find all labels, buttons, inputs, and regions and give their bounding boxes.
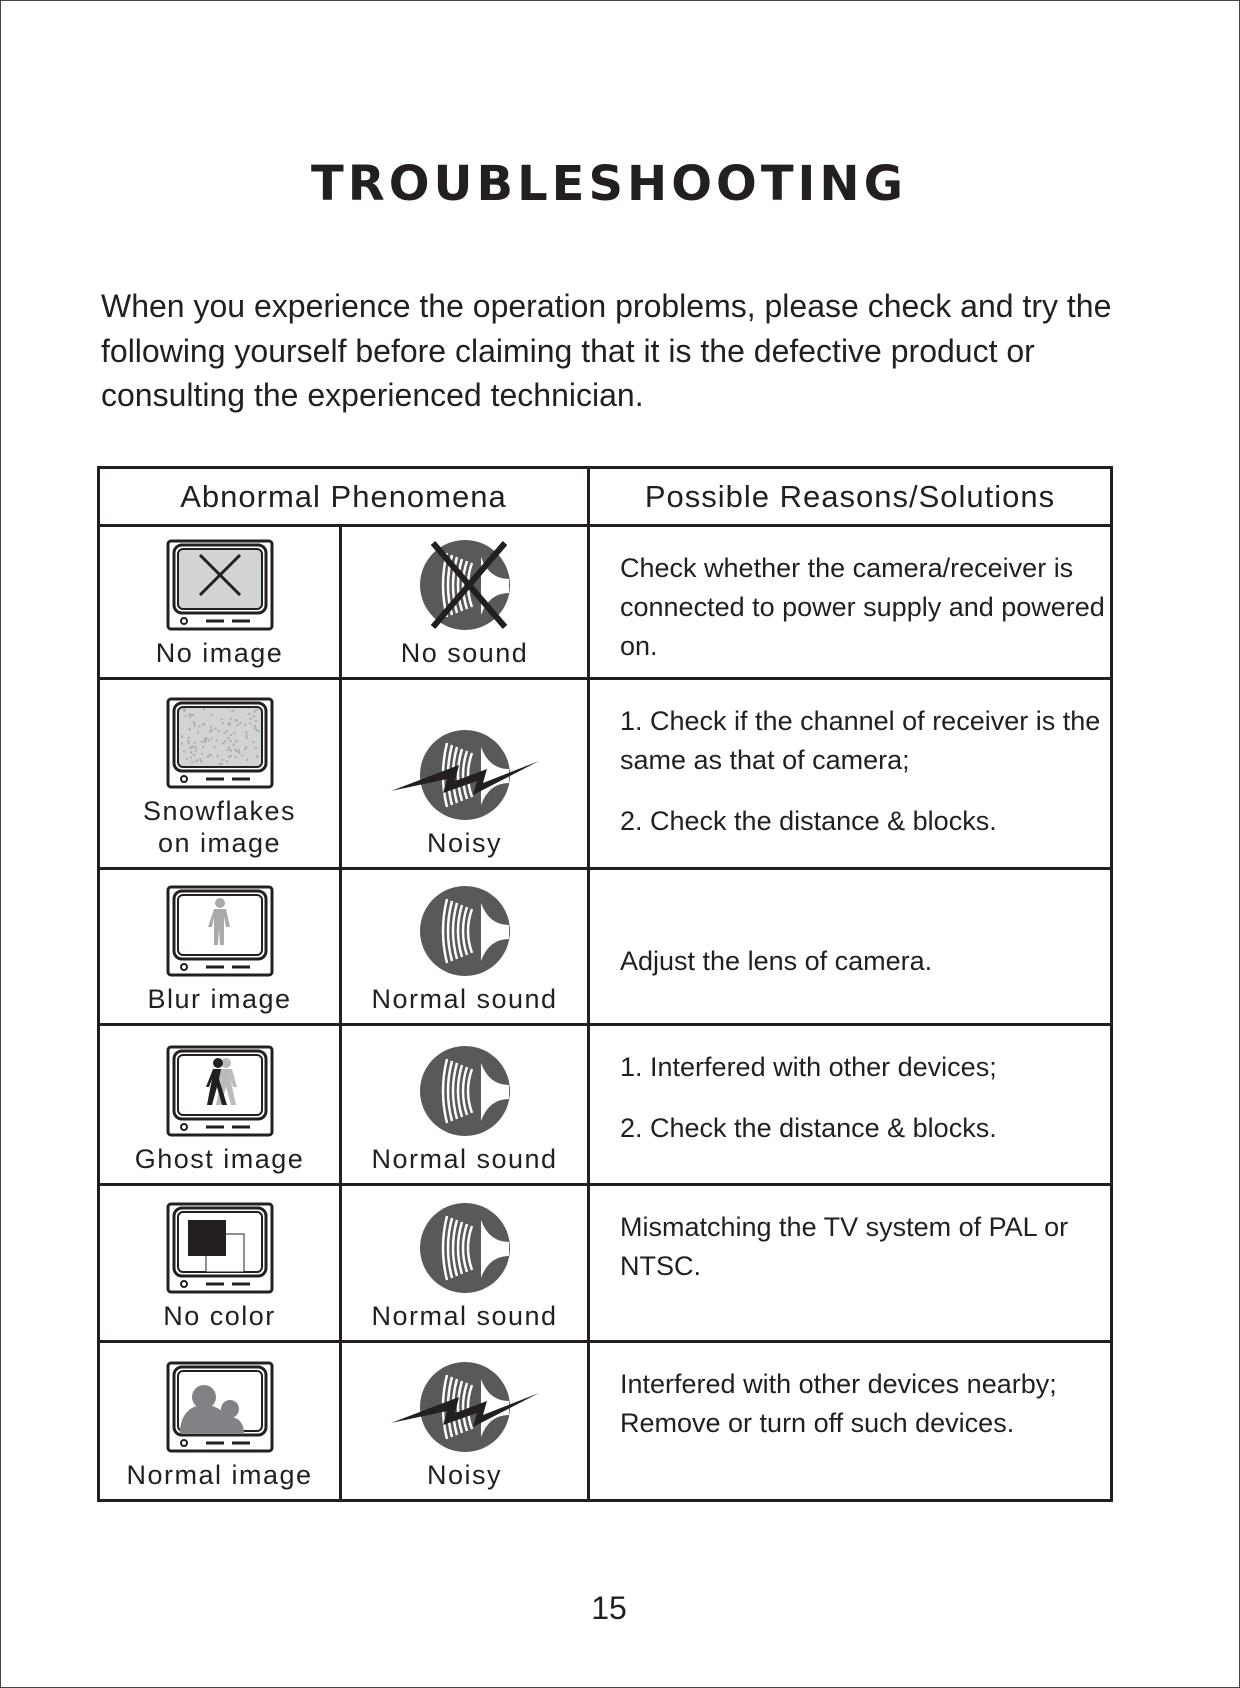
image-phenomenon-label: No image [155, 638, 284, 668]
solution-text: Interfered with other devices nearby; Remove or turn off such devices. [620, 1369, 1057, 1438]
speaker-no-sound-icon [390, 539, 540, 631]
image-phenomenon-cell [100, 1343, 342, 1499]
image-phenomenon-cell [100, 870, 342, 1023]
image-phenomenon-cell [100, 1026, 342, 1183]
table-row [100, 867, 1110, 1023]
solution-text: 2. Check the distance & blocks. [620, 806, 997, 836]
solution-text: Adjust the lens of camera. [620, 946, 933, 976]
sound-phenomenon-cell [342, 1186, 590, 1340]
troubleshooting-table [97, 466, 1113, 1502]
tv-normal-image-icon [166, 1361, 274, 1453]
sound-phenomenon-cell [342, 527, 590, 677]
speaker-noisy-icon [390, 729, 540, 821]
image-phenomenon-cell [100, 527, 342, 677]
tv-blur-icon [166, 885, 274, 977]
solution-text: 1. Check if the channel of receiver is the same as that of camera; [620, 706, 1101, 775]
header-abnormal-phenomena: Abnormal Phenomena [100, 469, 590, 524]
image-phenomenon-label: No color [163, 1301, 276, 1331]
sound-phenomenon-cell [342, 1026, 590, 1183]
page-title: TROUBLESHOOTING [311, 156, 907, 212]
sound-phenomenon-label: Noisy [426, 1460, 502, 1490]
speaker-normal-icon [390, 1045, 540, 1137]
table-row [100, 1183, 1110, 1340]
solution-cell [590, 1026, 1110, 1183]
table-header-row [100, 469, 1110, 524]
solution-cell [590, 680, 1110, 867]
solution-text: 2. Check the distance & blocks. [620, 1113, 997, 1143]
speaker-noisy-icon [390, 1361, 540, 1453]
sound-phenomenon-cell [342, 680, 590, 867]
solution-cell [590, 1186, 1110, 1340]
sound-phenomenon-label: Normal sound [371, 1301, 558, 1331]
table-row [100, 1340, 1110, 1499]
table-row [100, 1023, 1110, 1183]
image-phenomenon-label: Ghost image [134, 1144, 305, 1174]
solution-text: Mismatching the TV system of PAL or NTSC. [620, 1212, 1069, 1281]
image-phenomenon-label: Normal image [126, 1460, 313, 1490]
solution-cell [590, 870, 1110, 1023]
image-phenomenon-label: Snowflakes on image [142, 796, 297, 858]
image-phenomenon-cell [100, 1186, 342, 1340]
tv-no-color-icon [166, 1202, 274, 1294]
sound-phenomenon-cell [342, 870, 590, 1023]
table-row [100, 524, 1110, 677]
tv-no-image-icon [166, 539, 274, 631]
page-number: 15 [591, 1590, 627, 1626]
image-phenomenon-cell [100, 680, 342, 867]
solution-text: Check whether the camera/receiver is connected to power supply and powered on. [620, 553, 1105, 661]
intro-paragraph: When you experience the operation problems, please check and try the following yourself before claiming that it is the defective product or consulting the experienced technician. [101, 288, 1112, 413]
speaker-normal-icon [390, 1202, 540, 1294]
solution-text: 1. Interfered with other devices; [620, 1052, 997, 1082]
sound-phenomenon-cell [342, 1343, 590, 1499]
sound-phenomenon-label: Normal sound [371, 984, 558, 1014]
sound-phenomenon-label: No sound [400, 638, 529, 668]
sound-phenomenon-label: Noisy [426, 828, 502, 858]
tv-ghost-icon [166, 1045, 274, 1137]
solution-cell [590, 527, 1110, 677]
speaker-normal-icon [390, 885, 540, 977]
tv-snowflakes-icon [166, 697, 274, 789]
sound-phenomenon-label: Normal sound [371, 1144, 558, 1174]
image-phenomenon-label: Blur image [147, 984, 292, 1014]
solution-cell [590, 1343, 1110, 1499]
table-row [100, 677, 1110, 867]
header-possible-reasons: Possible Reasons/Solutions [644, 478, 1056, 514]
